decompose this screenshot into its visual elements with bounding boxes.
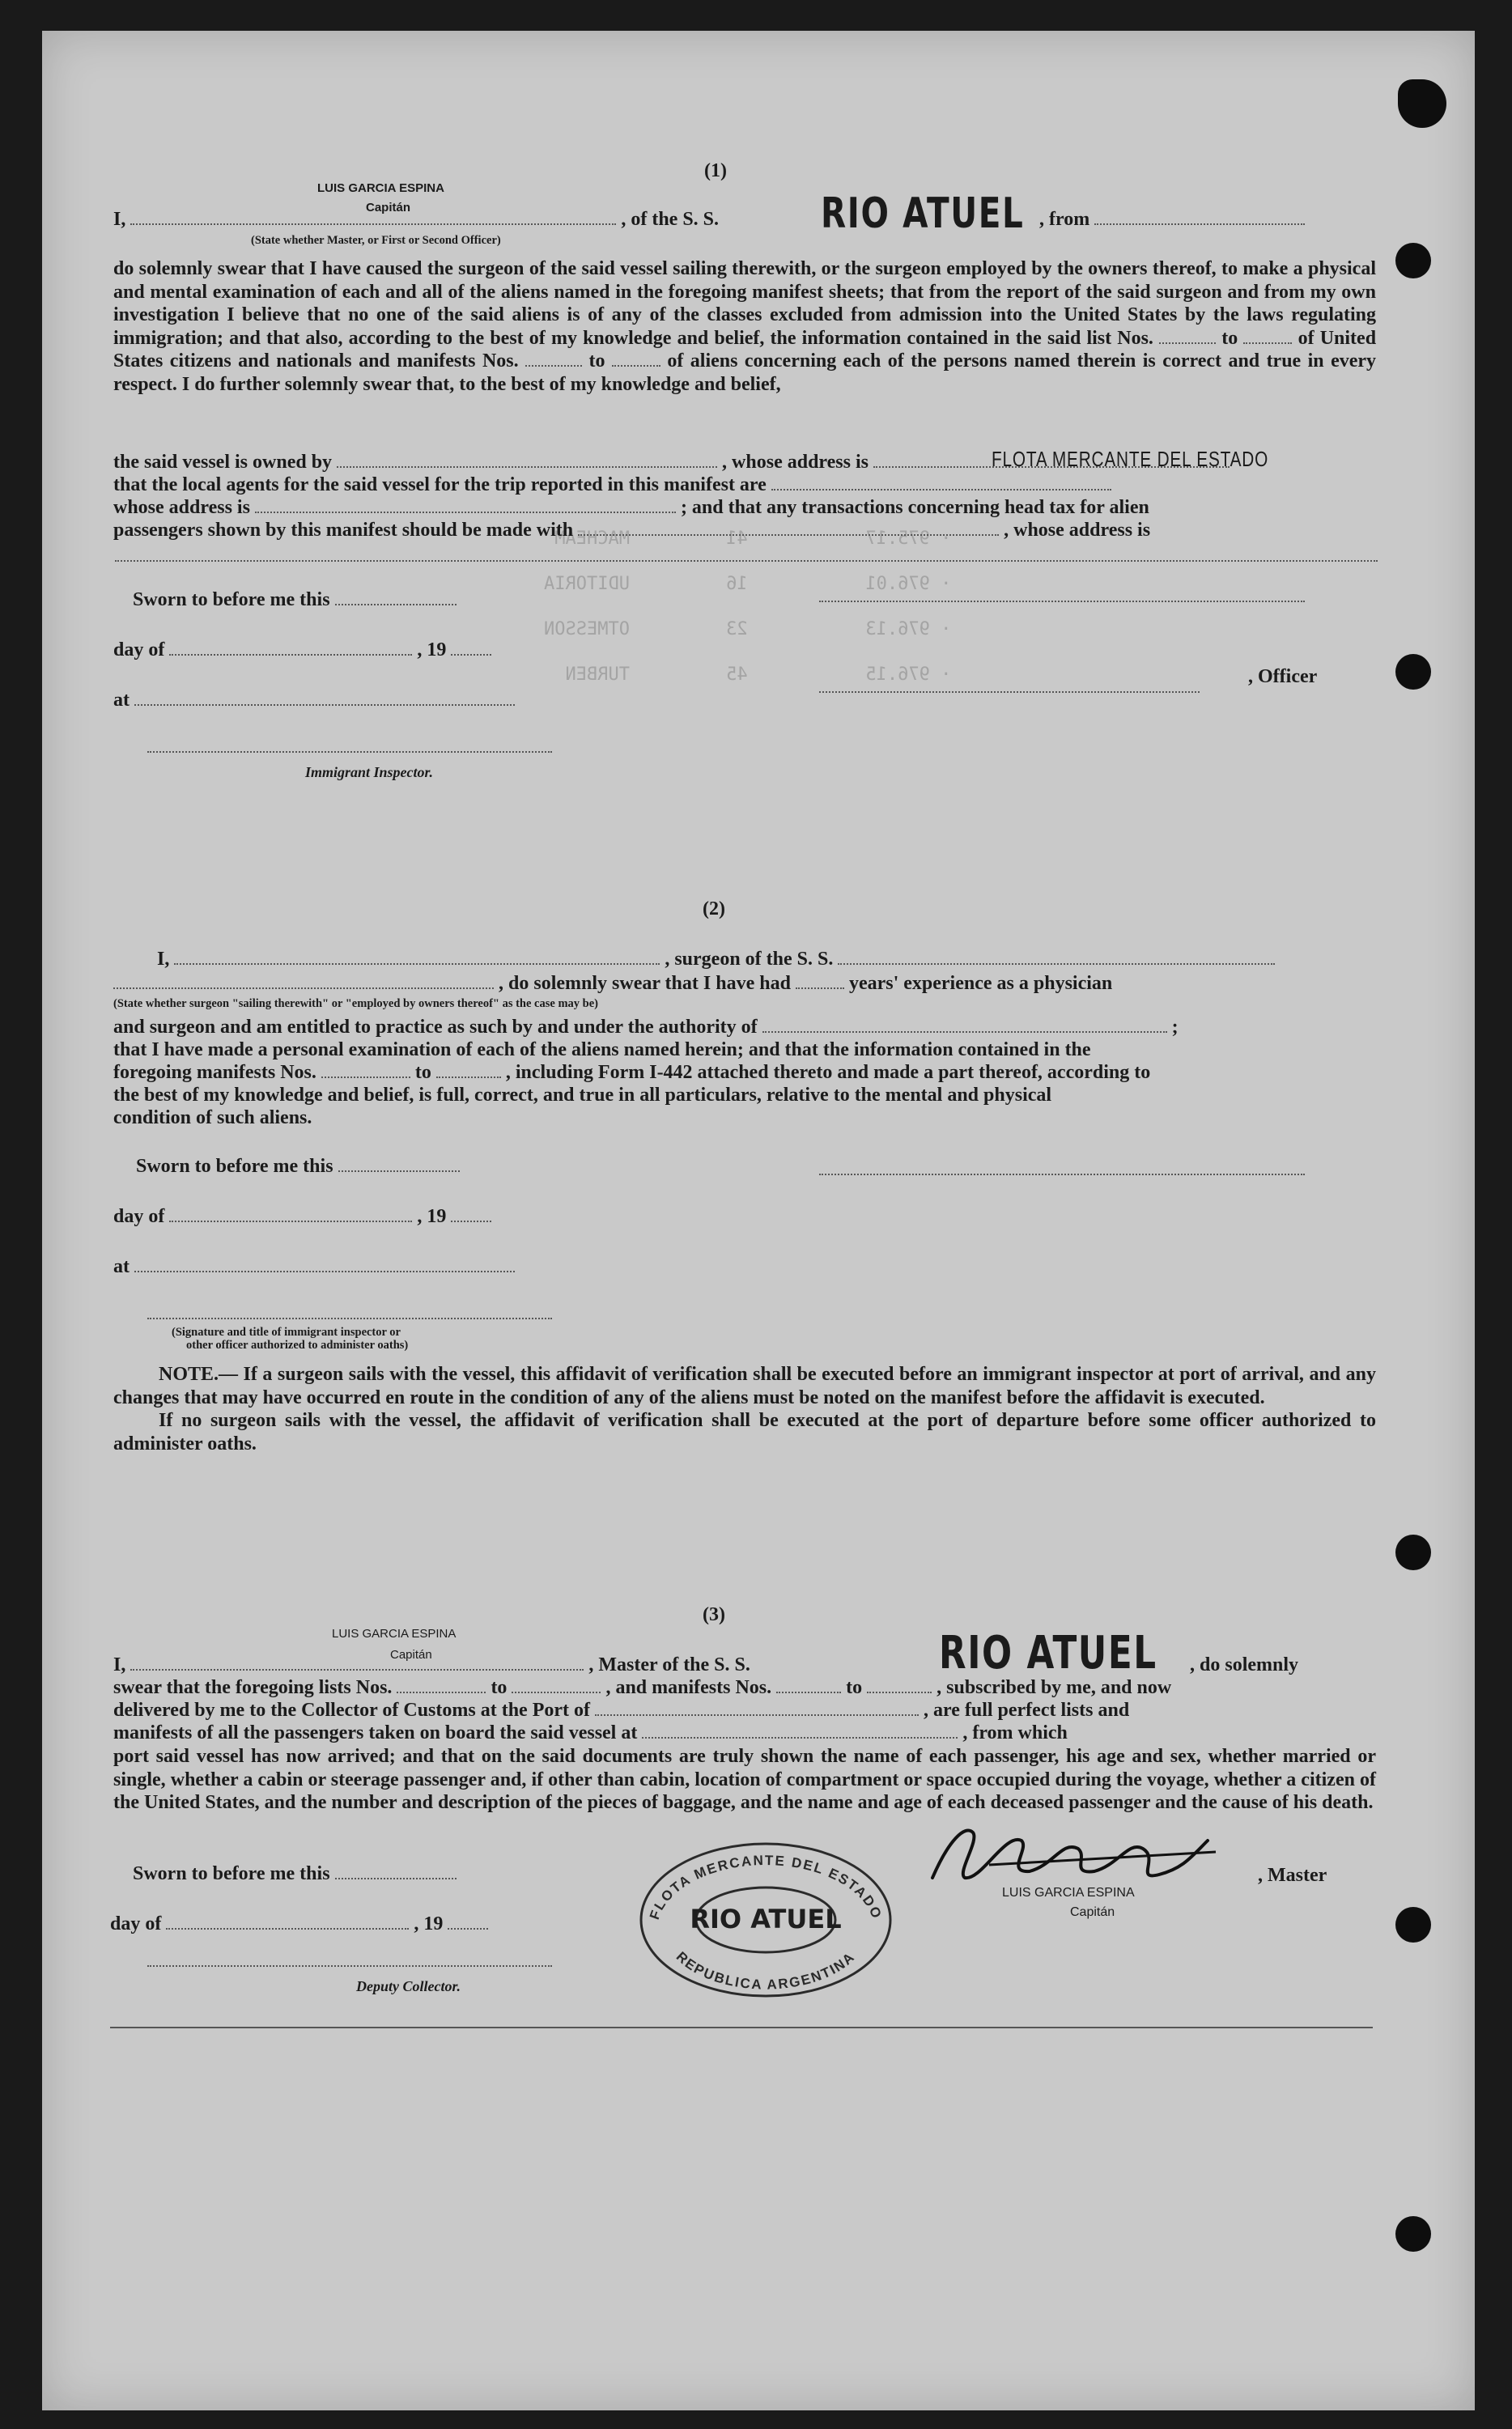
owner-name-typed: FLOTA MERCANTE DEL ESTADO [992,447,1269,471]
port-blank[interactable] [595,1700,919,1716]
ship-name-stamp: RIO ATUEL [939,1627,1157,1679]
from-port-blank[interactable] [1094,209,1305,225]
punch-hole [1395,243,1431,278]
signature-note: other officer authorized to administer oaths) [186,1339,409,1352]
note-paragraph: If no surgeon sails with the vessel, the affidavit of verification shall be executed at the port of departure before some officer authorized to administer oaths. [113,1410,1376,1454]
year-blank[interactable] [451,1206,491,1222]
punch-hole [1398,79,1446,128]
surgeon-line: I, , surgeon of the S. S. [157,949,1275,970]
month-blank[interactable] [169,639,412,656]
officer-note: (State whether Master, or First or Second Officer) [251,234,501,247]
section1-paragraph-block [113,257,1376,396]
sworn-line: Sworn to before me this [136,1156,460,1178]
place-blank[interactable] [134,1256,515,1272]
section1-paragraph: do solemnly swear that I have caused the surgeon of the said vessel sailing therewith, or the surgeon employed by the owners thereof, to make a physical and mental examination of each and all of the aliens named in the foregoing manifest sheets; that from the report of the said surgeon and from my own investigation I believe that no one of the said aliens is of any of the classes excluded from admission into the United States by the laws regulating immigration; and that also, according to the best of my knowledge and belief, the information contained in the said list Nos. to of United States citizens and nationals and manifests Nos. to of aliens concerning each of the persons named therein is correct and true in every respect. I do further solemnly swear that, to the best of my knowledge and belief, [113,258,1377,395]
stamp-oval [638,1841,894,1999]
head-tax-line: passengers shown by this manifest should be made with , whose address is [113,520,1151,541]
bottom-rule [110,2027,1373,2028]
master-label: , Master [1258,1865,1327,1886]
month-blank[interactable] [166,1913,409,1930]
collector-rule [147,1965,552,1967]
section-number: (2) [703,898,725,919]
authorized-officer-rule [147,1318,552,1319]
surgeon-signature-rule [819,1174,1305,1175]
solemnly-label: , do solemnly [1190,1654,1299,1675]
surgeon-text-line: the best of my knowledge and belief, is full, correct, and true in all particulars, relative to the mental and physical [113,1085,1052,1106]
officer-signature-rule [819,691,1200,693]
sworn-day-blank[interactable] [335,589,457,605]
agents-address-blank[interactable] [255,497,676,513]
stamp-center-text: RIO ATUEL [690,1904,842,1934]
year-blank[interactable] [451,639,491,656]
surgeon-swear-line: , do solemnly swear that I have had years' experience as a physician [113,973,1112,995]
note-paragraph: NOTE.— If a surgeon sails with the vessel, this affidavit of verification shall be executed before an immigrant inspector at port of arrival, and any changes that may have occurred en route in the condition of any of the aliens must be noted on the manifest before the affidavit is executed. [113,1364,1376,1408]
section3-paragraph-block [113,1745,1376,1815]
at-line: at [113,690,515,711]
document-page [42,31,1475,2410]
surgeon-status-blank[interactable] [113,973,494,989]
surgeon-text-line: that I have made a personal examination of each of the aliens named herein; and that the information contained in the [113,1039,1091,1060]
owner-blank[interactable] [337,452,717,468]
sworn-line: Sworn to before me this [133,589,457,611]
list-from-blank[interactable] [1159,328,1216,344]
note-block [113,1363,1376,1455]
at-line: at [113,1256,515,1278]
surgeon-authority-line: and surgeon and am entitled to practice as such by and under the authority of ; [113,1017,1179,1038]
day-of-line: day of , 19 [113,1206,491,1228]
day-of-line: day of , 19 [110,1913,488,1935]
month-blank[interactable] [169,1206,412,1222]
signature-name-typed: LUIS GARCIA ESPINA [1002,1886,1135,1900]
section-number: (3) [703,1604,725,1625]
owned-by-line: the said vessel is owned by , whose address is [113,452,1230,473]
bleed-through-marks: · 975.17 41 MACHEAM · 976.01 16 UDITORIA · 976.13 23 OTMESSON · 976.15 45 TURBEN [544,529,952,685]
signature-note: (Signature and title of immigrant inspector or [172,1326,401,1339]
captain-title-typed: Capitán [390,1648,432,1662]
punch-hole [1395,1535,1431,1570]
list-to-blank[interactable] [1243,328,1292,344]
captain-title-typed: Capitán [366,201,411,214]
manifests-to-blank[interactable] [867,1677,932,1693]
surgeon-manifest-line: foregoing manifests Nos. to , including Form I-442 attached thereto and made a part thereof, according to [113,1062,1151,1083]
surgeon-manifest-to-blank[interactable] [436,1062,501,1078]
note-label: NOTE. [159,1364,219,1385]
lists-line: swear that the foregoing lists Nos. to , and manifests Nos. to , subscribed by me, and now [113,1677,1172,1698]
years-blank[interactable] [796,973,844,989]
surgeon-note: (State whether surgeon "sailing therewith" or "employed by owners thereof" as the case may be) [113,997,598,1010]
head-tax-blank[interactable] [578,520,999,536]
sworn-line: Sworn to before me this [133,1863,457,1885]
boarding-line: manifests of all the passengers taken on board the said vessel at , from which [113,1722,1068,1743]
stamp-top-text: FLOTA MERCANTE DEL ESTADO [646,1852,886,1922]
place-blank[interactable] [134,690,515,706]
from-label: , from [1034,209,1305,231]
boarding-port-blank[interactable] [642,1722,958,1739]
section3-paragraph: port said vessel has now arrived; and that on the said documents are truly shown the name of each passenger, his age and sex, whether married or single, whether a cabin or steerage passenger and, if other than cabin, location of compartment or space occupied during the voyage, whether a citizen of the United States, and the number and description of the pieces of baggage, and the name and age of each deceased passenger and the cause of his death. [113,1746,1376,1813]
section-number: (1) [704,160,727,181]
year-blank[interactable] [448,1913,488,1930]
manifests-from-blank[interactable] [776,1677,841,1693]
day-of-line: day of , 19 [113,639,491,661]
port-line: delivered by me to the Collector of Customs at the Port of , are full perfect lists and [113,1700,1130,1721]
lists-from-blank[interactable] [397,1677,486,1693]
sworn-day-blank[interactable] [338,1156,460,1172]
manifest-to-blank[interactable] [612,350,660,367]
punch-hole [1395,654,1431,690]
ship-name-stamp: RIO ATUEL [821,189,1025,238]
address-rule [115,560,1378,562]
captain-name-typed: LUIS GARCIA ESPINA [332,1627,457,1641]
master-line: I, , Master of the S. S. [113,1654,750,1675]
sworn-day-blank[interactable] [335,1863,457,1879]
officer-signature-rule [819,601,1305,602]
local-agents-line: that the local agents for the said vessel for the trip reported in this manifest are [113,474,1111,496]
surgeon-manifest-from-blank[interactable] [321,1062,410,1078]
ship-stamp [638,1841,894,1999]
inspector-label: Immigrant Inspector. [305,764,434,780]
surgeon-text-line: condition of such aliens. [113,1107,312,1128]
agents-blank[interactable] [771,474,1111,490]
lists-to-blank[interactable] [512,1677,601,1693]
punch-hole [1395,2216,1431,2252]
surgeon-ship-blank[interactable] [838,949,1275,965]
inspector-rule [147,751,552,753]
stamp-bottom-text: REPUBLICA ARGENTINA [673,1948,859,1993]
affidavit-line-i: I, , of the S. S. [113,209,720,230]
officer-label: , Officer [1248,666,1318,687]
surgeon-name-blank[interactable] [174,949,660,965]
collector-label: Deputy Collector. [356,1978,461,1994]
master-name-blank[interactable] [130,1654,584,1671]
manifest-from-blank[interactable] [525,350,582,367]
signature-title-typed: Capitán [1070,1905,1115,1919]
captain-signature [916,1808,1232,1889]
agents-address-line: whose address is ; and that any transactions concerning head tax for alien [113,497,1149,518]
captain-name-typed: LUIS GARCIA ESPINA [317,181,444,195]
officer-blank[interactable] [130,209,616,225]
punch-hole [1395,1907,1431,1943]
authority-blank[interactable] [762,1017,1167,1033]
